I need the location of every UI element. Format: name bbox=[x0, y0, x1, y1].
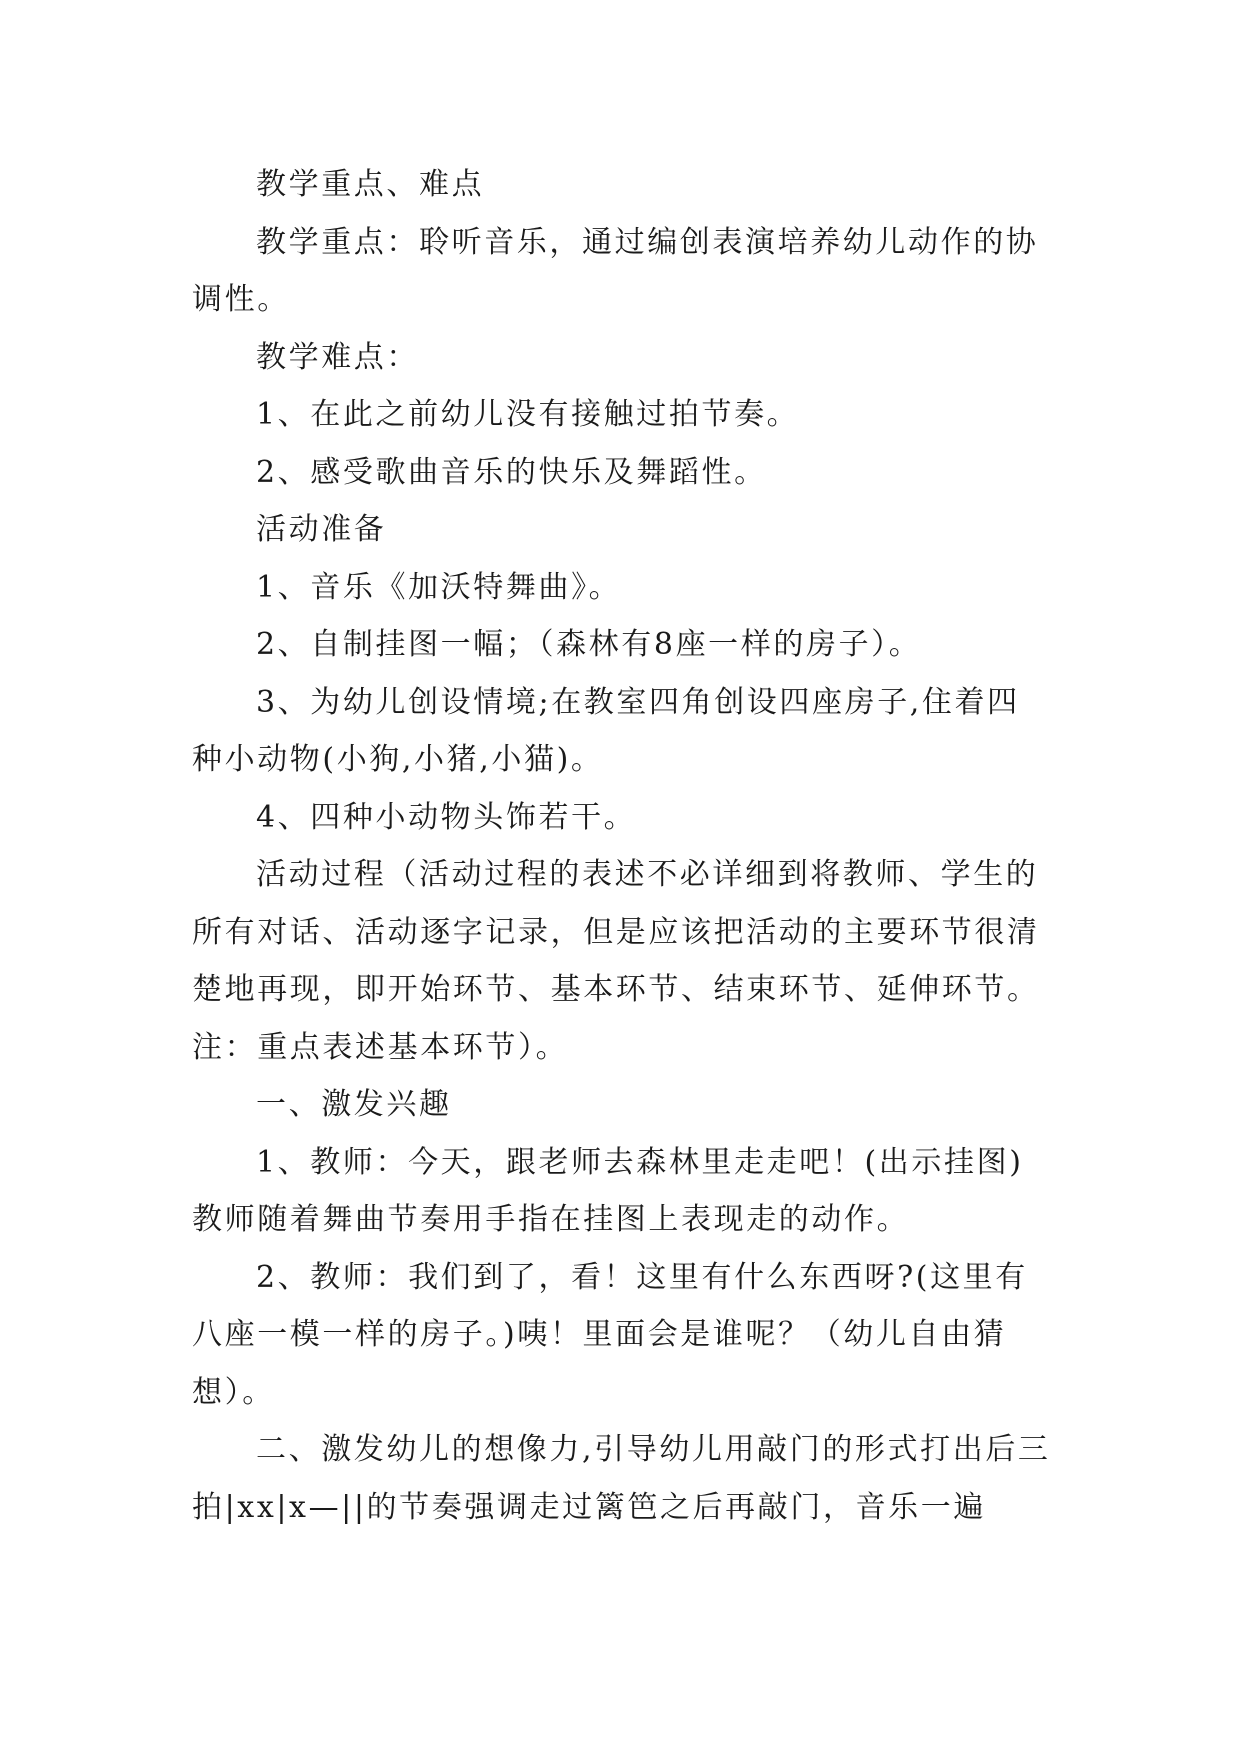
document-body bbox=[192, 156, 1052, 1536]
heading-difficulties: 教学难点： bbox=[256, 339, 419, 375]
list-item-preparation-1: 1、音乐《加沃特舞曲》。 bbox=[256, 569, 622, 605]
paragraph-imagination: 二、激发幼儿的想像力,引导幼儿用敲门的形式打出后三拍|xx|x—||的节奏强调走过篱笆之后再敲门，音乐一遍 bbox=[192, 1432, 1051, 1525]
list-item-process-1: 1、教师：今天，跟老师去森林里走走吧！(出示挂图)教师随着舞曲节奏用手指在挂图上表现走的动作。 bbox=[192, 1144, 1024, 1237]
list-item-preparation-2: 2、自制挂图一幅；（森林有8座一样的房子）。 bbox=[256, 627, 922, 662]
heading-activity-process: 活动过程（活动过程的表述不必详细到将教师、学生的所有对话、活动逐字记录，但是应该把活动的主要环节很清楚地再现，即开始环节、基本环节、结束环节、延伸环节。注：重点表述基本环节）。 bbox=[192, 857, 1040, 1065]
list-item-process-2: 2、教师：我们到了，看！这里有什么东西呀?(这里有八座一模一样的房子。)咦！里面会是谁呢？（幼儿自由猜想）。 bbox=[192, 1259, 1028, 1410]
list-item-preparation-3: 3、为幼儿创设情境;在教室四角创设四座房子,住着四种小动物(小狗,小猪,小猫)。 bbox=[192, 684, 1020, 777]
paragraph-key-point: 教学重点：聆听音乐，通过编创表演培养幼儿动作的协调性。 bbox=[192, 224, 1039, 317]
heading-stimulate-interest: 一、激发兴趣 bbox=[256, 1087, 452, 1122]
list-item-difficulty-1: 1、在此之前幼儿没有接触过拍节奏。 bbox=[256, 397, 800, 432]
list-item-difficulty-2: 2、感受歌曲音乐的快乐及舞蹈性。 bbox=[256, 454, 767, 490]
list-item-preparation-4: 4、四种小动物头饰若干。 bbox=[256, 799, 637, 835]
heading-key-points: 教学重点、难点 bbox=[256, 167, 485, 202]
heading-preparation: 活动准备 bbox=[256, 512, 387, 547]
